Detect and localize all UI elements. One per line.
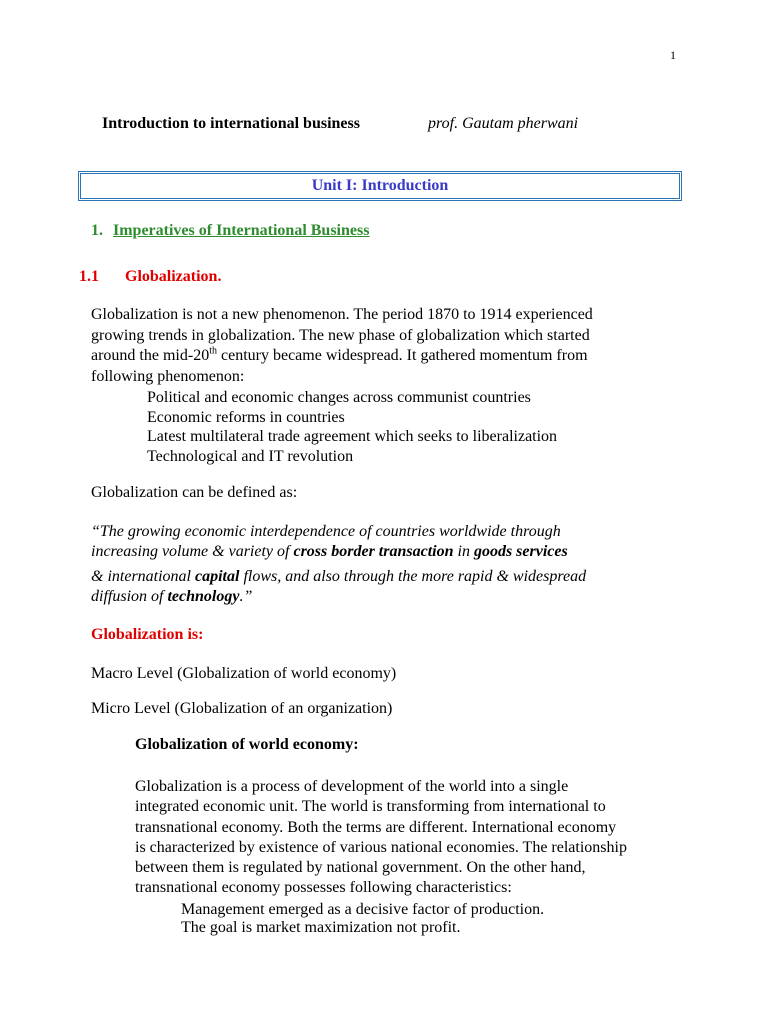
quote-line (91, 587, 691, 607)
list-item: Latest multilateral trade agreement which seeks to liberalization (147, 428, 558, 445)
text-run: increasing volume & variety of (91, 543, 294, 560)
bold-term: technology (167, 588, 240, 605)
micro-level: Micro Level (Globalization of an organization) (91, 700, 393, 717)
text-run: century became widespread. It gathered momentum from (216, 347, 588, 364)
unit-title: Unit I: Introduction (311, 177, 449, 194)
definition-intro: Globalization can be defined as: (91, 484, 298, 501)
intro-paragraph (91, 305, 691, 387)
document-title: Introduction to international business (102, 115, 360, 132)
list-item: Technological and IT revolution (147, 447, 354, 465)
subsection-number: 1.1 (79, 268, 99, 285)
text-run: flows, and also through the more rapid & widespread (239, 568, 587, 585)
section-title: Imperatives of International Business (113, 222, 370, 239)
quote-line (91, 542, 691, 562)
superscript: th (209, 345, 217, 357)
definition-quote (91, 522, 691, 607)
world-economy-heading: Globalization of world economy: (135, 736, 359, 753)
bold-term: goods services (473, 543, 568, 560)
paragraph-line (91, 346, 691, 367)
bold-term: capital (195, 568, 240, 585)
paragraph-line: between them is regulated by national government. On the other hand, (135, 859, 586, 877)
page-number: 1 (670, 48, 676, 62)
characteristics-list (181, 901, 544, 936)
text-run: in (453, 543, 474, 560)
list-item: The goal is market maximization not profit. (181, 918, 461, 936)
section-heading (91, 222, 369, 240)
paragraph-line: growing trends in globalization. The new phase of globalization which started (91, 326, 590, 344)
text-run: around the mid-20 (91, 347, 210, 364)
text-run: .” (239, 588, 253, 605)
unit-title-box (78, 171, 682, 201)
text-run: & international (91, 568, 195, 585)
list-item: Economic reforms in countries (147, 408, 345, 426)
paragraph-line: transnational economy. Both the terms are different. International economy (135, 818, 617, 836)
paragraph-line: following phenomenon: (91, 367, 245, 385)
paragraph-line: Globalization is a process of development of the world into a single (135, 778, 569, 795)
quote-line: “The growing economic interdependence of countries worldwide through (91, 523, 561, 540)
text-run: diffusion of (91, 588, 168, 605)
globalization-is-heading: Globalization is: (91, 626, 204, 643)
phenomena-list (147, 388, 557, 466)
world-economy-paragraph (135, 777, 695, 899)
list-item: Management emerged as a decisive factor of production. (181, 901, 545, 918)
paragraph-line: transnational economy possesses following characteristics: (135, 879, 512, 897)
paragraph-line: is characterized by existence of various national economies. The relationship (135, 838, 627, 856)
macro-level: Macro Level (Globalization of world economy) (91, 665, 397, 682)
bold-term: cross border transaction (293, 543, 454, 560)
list-item: Political and economic changes across communist countries (147, 389, 531, 406)
paragraph-line: integrated economic unit. The world is transforming from international to (135, 798, 606, 816)
section-number: 1. (91, 222, 103, 239)
document-header (102, 115, 579, 133)
paragraph-line: Globalization is not a new phenomenon. The period 1870 to 1914 experienced (91, 306, 593, 323)
subsection-heading (79, 268, 222, 286)
quote-line (91, 567, 691, 587)
subsection-title: Globalization. (125, 268, 222, 285)
author-name: prof. Gautam pherwani (428, 115, 579, 132)
